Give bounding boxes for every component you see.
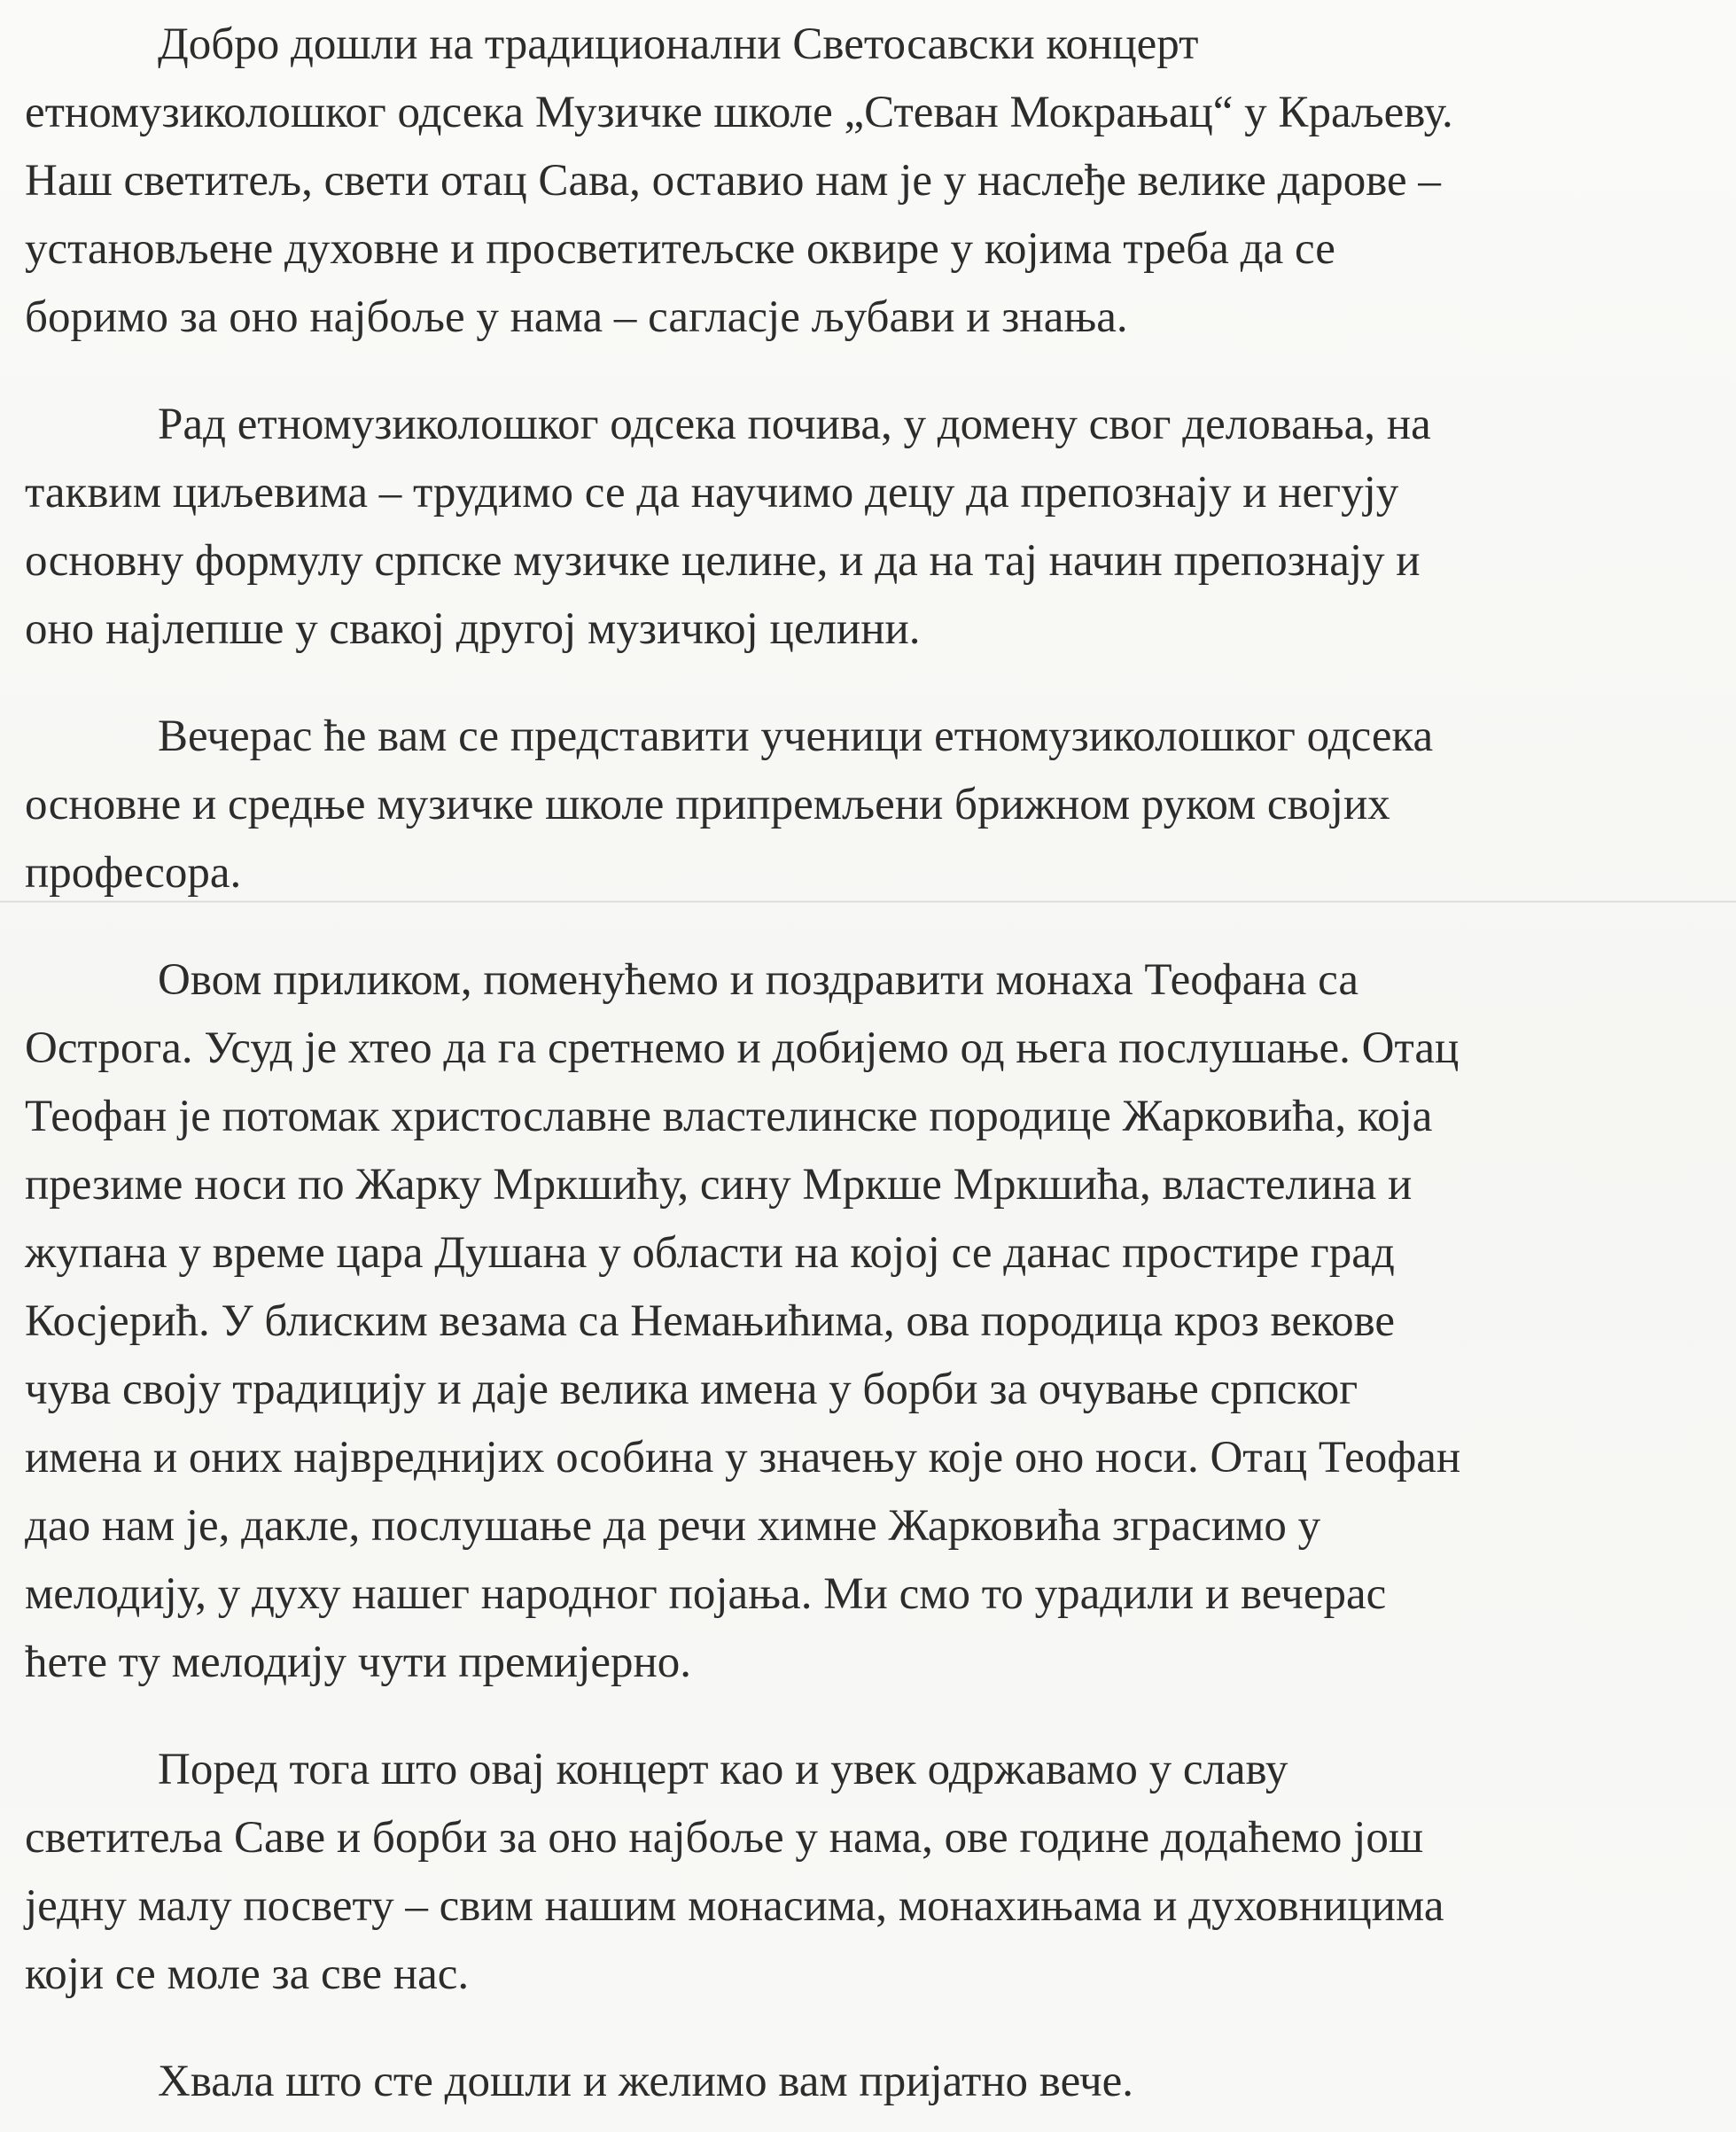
text-line: дао нам је, дакле, послушање да речи химне Жарковића зграсимо у	[25, 1501, 1321, 1551]
text-line: презиме носи по Жарку Мркшићу, сину Мркше Мркшића, властелина и	[25, 1160, 1413, 1210]
paragraph-teofan	[25, 946, 1717, 1697]
text-line: професора.	[25, 848, 242, 898]
text-line: Хвала што сте дошли и желимо вам пријатно вече.	[158, 2057, 1133, 2106]
text-line: чува своју традицију и даје велика имена у борби за очување српског	[25, 1365, 1358, 1414]
text-line: Рад етномузиколошког одсека почива, у домену свог деловања, на	[158, 400, 1431, 449]
paragraph-gap	[25, 352, 1717, 391]
paragraph-thanks	[25, 2048, 1717, 2116]
text-line: светитеља Саве и борби за оно најбоље у нама, ове године додаћемо још	[25, 1813, 1424, 1863]
paragraph-gap	[25, 907, 1717, 946]
text-line: Теофан је потомак христославне властелинске породице Жарковића, која	[25, 1092, 1433, 1141]
document-body	[25, 11, 1717, 2116]
text-line: који се моле за све нас.	[25, 1949, 470, 1999]
text-line: једну малу посвету – свим нашим монасима, монахињама и духовницима	[25, 1881, 1444, 1931]
text-line: мелодију, у духу нашег народног појања. Ми смо то урадили и вечерас	[25, 1569, 1387, 1619]
text-line: ћете ту мелодију чути премијерно.	[25, 1638, 692, 1687]
text-line: Косјерић. У блиским везама са Немањићима, ова породица кроз векове	[25, 1296, 1396, 1346]
paragraph-dedication	[25, 1736, 1717, 2009]
text-line: етномузиколошког одсека Музичке школе „Стеван Мокрањац“ у Краљеву.	[25, 88, 1453, 137]
text-line: Вечерас ће вам се представити ученици етномузиколошког одсека	[158, 712, 1434, 761]
paragraph-gap	[25, 2009, 1717, 2048]
text-line: Острога. Усуд је хтео да га сретнемо и добијемо од њега послушање. Отац	[25, 1023, 1460, 1073]
text-line: Овом приликом, поменућемо и поздравити монаха Теофана са	[158, 955, 1358, 1005]
paragraph-students	[25, 703, 1717, 907]
text-line: имена и оних највреднијих особина у значењу које оно носи. Отац Теофан	[25, 1433, 1461, 1482]
text-line: Наш светитељ, свети отац Сава, оставио нам је у наслеђе велике дарове –	[25, 156, 1441, 206]
text-line: боримо за оно најбоље у нама – сагласје љубави и знања.	[25, 292, 1128, 342]
text-line: основне и средње музичке школе припремљени брижном руком својих	[25, 780, 1390, 829]
text-line: оно најлепше у свакој другој музичкој целини.	[25, 604, 921, 654]
paragraph-welcome	[25, 11, 1717, 352]
paragraph-gap	[25, 1697, 1717, 1736]
text-line: таквим циљевима – трудимо се да научимо децу да препознају и негују	[25, 468, 1399, 517]
paragraph-department	[25, 391, 1717, 664]
text-line: основну формулу српске музичке целине, и да на тај начин препознају и	[25, 536, 1421, 586]
text-line: установљене духовне и просветитељске оквире у којима треба да се	[25, 224, 1335, 274]
text-line: жупана у време цара Душана у области на којој се данас простире град	[25, 1228, 1395, 1278]
paragraph-gap	[25, 664, 1717, 703]
text-line: Добро дошли на традиционални Светосавски концерт	[158, 19, 1199, 69]
text-line: Поред тога што овај концерт као и увек одржавамо у славу	[158, 1745, 1288, 1794]
